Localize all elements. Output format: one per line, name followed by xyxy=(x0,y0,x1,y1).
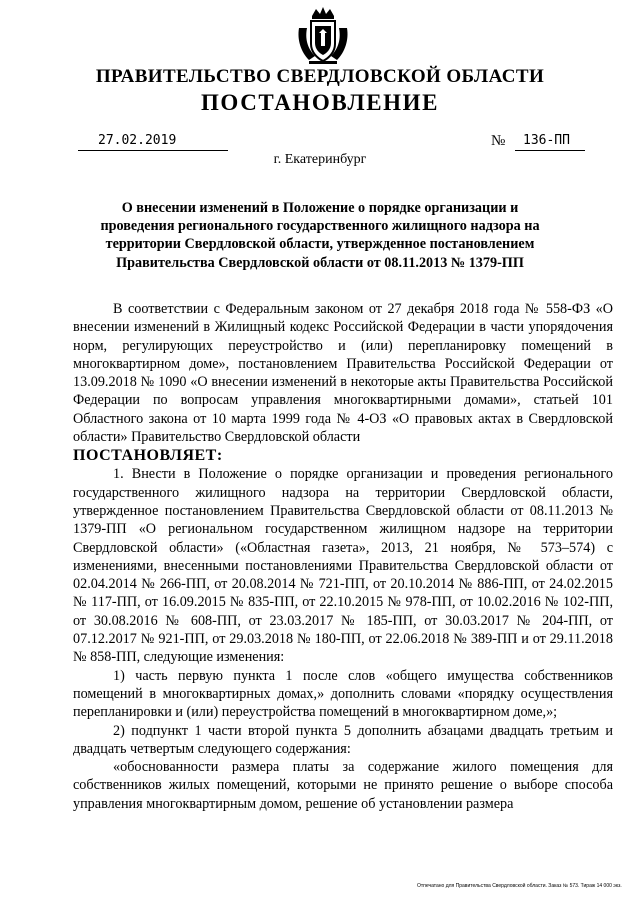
item-1-paragraph: 1. Внести в Положение о порядке организации и проведения регионального государственного жилищного надзора на территории Свердловской области, утвержденное постановлением Правительства Свердловской области от 08.11.2013 № 1379-ПП «О региональном государственном жилищном надзоре на территории Свердловской области» («Областная газета», 2013, 21 ноября, № 573–574) с изменениями, внесенными постановлениями Правительства Свердловской области от 02.04.2014 № 266-ПП, от 20.08.2014 № 721-ПП, от 20.10.2014 № 886-ПП, от 24.02.2015 № 117-ПП, от 16.09.2015 № 835-ПП, от 22.10.2015 № 978-ПП, от 10.02.2016 № 102-ПП, от 30.08.2016 № 608-ПП, от 23.03.2017 № 185-ПП, от 30.03.2017 № 204-ПП, от 07.12.2017 № 921-ПП, от 29.03.2018 № 180-ПП, от 22.06.2018 № 389-ПП и от 29.11.2018 № 858-ПП, следующие изменения: xyxy=(73,466,613,666)
subitem-1-paragraph: 1) часть первую пункта 1 после слов «общего имущества собственников помещений в многоквартирных домах,» дополнить словами «порядку осуществления перепланировки и (или) переустройства помещений в многоквартирном доме,»; xyxy=(73,667,613,721)
postanovlyaet-label: ПОСТАНОВЛЯЕТ: xyxy=(73,447,223,465)
print-footer: Отпечатано для Правительства Свердловской области. Заказ № 573. Тираж 14 000 экз. xyxy=(417,883,622,889)
document-heading: О внесении изменений в Положение о порядке организации и проведения регионального государственного жилищного надзора на территории Свердловской области, утвержденное постановлением Правительства Свердловской области от 08.11.2013 № 1379-ПП xyxy=(100,200,540,271)
number-sign: № xyxy=(491,133,506,149)
government-title: ПРАВИТЕЛЬСТВО СВЕРДЛОВСКОЙ ОБЛАСТИ xyxy=(95,66,545,87)
document-body xyxy=(73,300,613,813)
preamble-paragraph: В соответствии с Федеральным законом от 27 декабря 2018 года № 558-ФЗ «О внесении изменений в Жилищный кодекс Российской Федерации в части упорядочения норм, регулирующих переустройство и (или) перепланировку помещений в многоквартирном доме», постановлением Правительства Российской Федерации от 13.09.2018 № 1090 «О внесении изменений в некоторые акты Правительства Российской Федерации по вопросам управления многоквартирными домами», статьей 101 Областного закона от 10 марта 1999 года № 4-ОЗ «О правовых актах в Свердловской области» Правительство Свердловской области xyxy=(73,301,613,446)
city: г. Екатеринбург xyxy=(273,152,367,167)
coat-of-arms-icon xyxy=(295,6,351,66)
subitem-2-paragraph: 2) подпункт 1 части второй пункта 5 дополнить абзацами двадцать третьим и двадцать четвертым следующего содержания: xyxy=(73,722,613,757)
document-number: 136-ПП xyxy=(523,133,570,148)
quoted-text-paragraph: «обоснованности размера платы за содержание жилого помещения для собственников жилых помещений, которыми не принято решение о выборе способа управления многоквартирным домом, решение об установлении размера xyxy=(73,759,613,812)
number-underline xyxy=(515,150,585,151)
date-underline xyxy=(78,150,228,151)
document-type: ПОСТАНОВЛЕНИЕ xyxy=(200,90,440,115)
document-date: 27.02.2019 xyxy=(98,133,177,148)
